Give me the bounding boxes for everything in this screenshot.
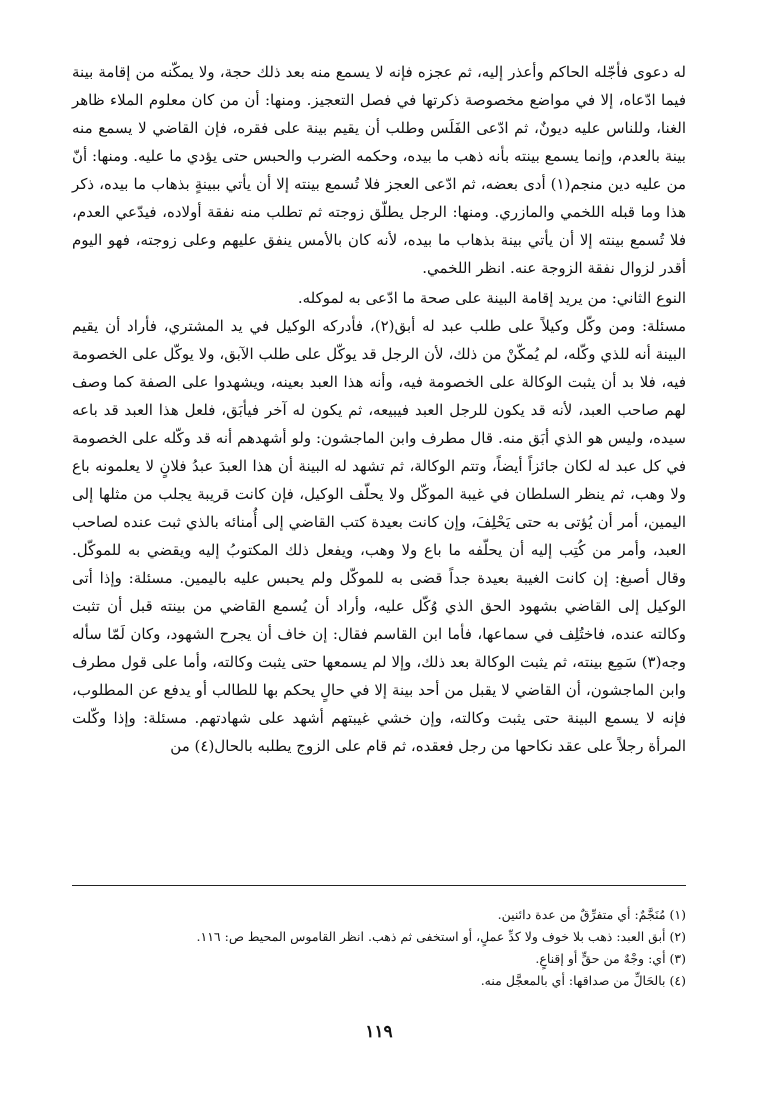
- footnote-2: (٢) أبق العبد: ذهب بلا خوف ولا كدِّ عملٍ، أو استخفى ثم ذهب. انظر القاموس المحيط ص: ١١٦.: [196, 929, 686, 944]
- footnote-1: (١) مُنَجَّمٌ: أي متفرِّقٌ من عدة دائنين.: [497, 907, 686, 922]
- footnotes: [72, 885, 686, 992]
- main-text: [72, 58, 686, 760]
- paragraph-1: له دعوى فأجّله الحاكم وأعذر إليه، ثم عجزه فإنه لا يسمع منه بعد ذلك حجة، ولا يمكّنه من إقامة بينة فيما ادّعاه، إلا في مواضع مخصوصة ذكرتها في فصل التعجيز. ومنها: أن من كان معلوم الملاء ظاهر الغنا، وللناس عليه ديونٌ، ثم ادّعى الفَلَس وطلب أن يقيم بينة على فقره، فإن القاضي لا يسمع منه بينة بالعدم، وإنما يسمع بينته بأنه ذهب ما بيده، وحكمه الضرب والحبس حتى يؤدي ما عليه. ومنها: أنّ من عليه دين منجم(١) أدى بعضه، ثم ادّعى العجز فلا تُسمع بينته إلا أن يأتي ببينةٍ بذهاب ما بيده، ذكر هذا وما قبله اللخمي والمازري. ومنها: الرجل يطلّق زوجته ثم تطلب منه نفقة أولاده، فيدّعي العدم، فلا تُسمع بينته إلا أن يأتي بينة بذهاب ما بيده، لأنه كان بالأمس ينفق عليهم وعلى زوجته، فهو اليوم أقدر لزوال نفقة الزوجة عنه. انظر اللخمي.: [72, 63, 686, 277]
- footnote-4: (٤) بالحَالِّ من صداقها: أي بالمعجَّل منه.: [480, 973, 686, 988]
- footnote-3: (٣) أي: وجْهٌ من حقٍّ أو إقناعٍ.: [535, 951, 686, 966]
- section-heading: النوع الثاني: من يريد إقامة البينة على صحة ما ادّعى به لموكله.: [297, 289, 686, 307]
- paragraph-2: مسئلة: ومن وكّل وكيلاً على طلب عبد له أبق(٢)، فأدركه الوكيل في يد المشتري، فأراد أن يقيم البينة أنه للذي وكّله، لم يُمكّنْ من ذلك، لأن الرجل قد يوكّل على طلب الآبق، ولا يوكّل على الخصومة فيه، فلا بد أن يثبت الوكالة على الخصومة فيه، وأنه هذا العبد بعينه، ويشهدوا على الصفة كما وصف لهم صاحب العبد، لأنه قد يكون للرجل العبد فيبيعه، ثم يكون له آخر فيأبَق، فلعل هذا العبد قد باعه سيده، وليس هو الذي أبَق منه. قال مطرف وابن الماجشون: ولو أشهدهم أنه قد وكّله على الخصومة في كل عبد له لكان جائزاً أيضاً، وتتم الوكالة، ثم تشهد له البينة أن هذا العبدَ عبدُ فلانٍ لا يعلمونه باع ولا وهب، ثم ينظر السلطان في غيبة الموكّل ولا يحلّف الوكيل، فإن كانت قريبة يجلب من مثلها إلى اليمين، أمر أن يُؤتى به حتى يَحْلِفَ، وإن كانت بعيدة كتب القاضي إلى أُمنائه بالذي ثبت عنده لصاحب العبد، وأمر من كُتِب إليه أن يحلّفه ما باع ولا وهب، ويفعل ذلك المكتوبُ إليه ويقضي به للموكّل. وقال أصبغ: إن كانت الغيبة بعيدة جداً قضى به للموكّل ولم يحبس عليه باليمين. مسئلة: وإذا أتى الوكيل إلى القاضي بشهود الحق الذي وُكّل عليه، وأراد أن يُسمع القاضي من بينته قبل أن تثبت وكالته عنده، فاختُلِف في سماعها، فأما ابن القاسم فقال: إن خاف أن يجرح الشهود، وكان لَمّا سأله وجه(٣) سَمِع بينته، ثم يثبت الوكالة بعد ذلك، وإلا لم يسمعها حتى يثبت وكالته، وأما على قول مطرف وابن الماجشون، أن القاضي لا يقبل من أحد بينة إلا في حالٍ يحكم بها للطالب أو يدفع عن المطلوب، فإنه لا يسمع البينة حتى يثبت وكالته، وإن خشي غيبتهم أشهد على شهادتهم. مسئلة: وإذا وكّلت المرأة رجلاً على عقد نكاحها من رجل فعقده، ثم قام على الزوج يطلبه بالحال(٤) من: [72, 317, 686, 755]
- page-number: ١١٩: [365, 1022, 393, 1042]
